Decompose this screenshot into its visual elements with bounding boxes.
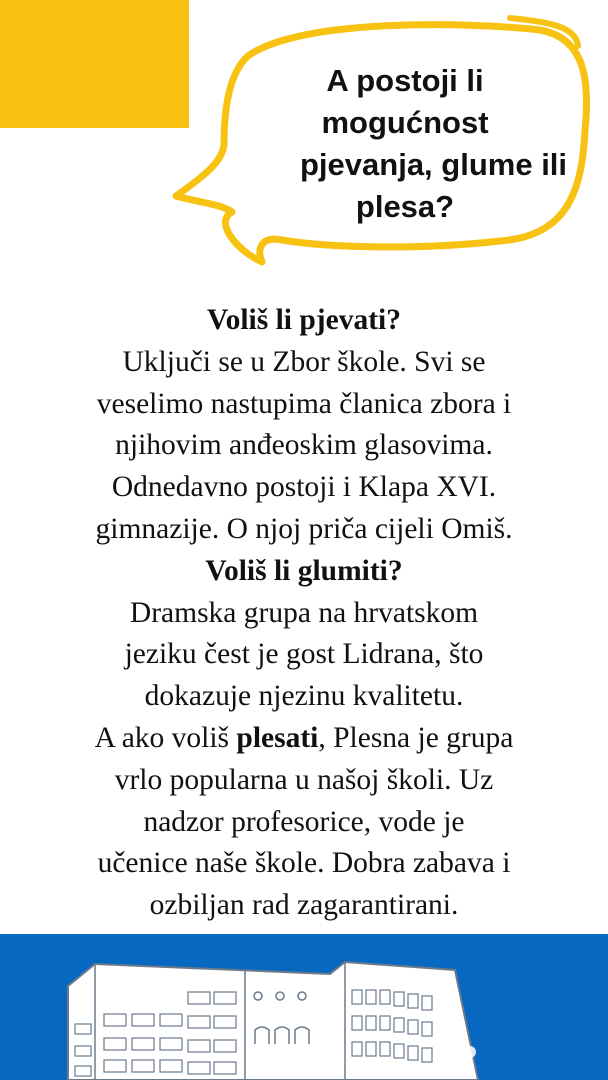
bubble-line: pjevanja, glume ili xyxy=(300,147,568,182)
acting-heading: Voliš li glumiti? xyxy=(205,554,403,587)
text-line: gimnazije. O njoj priča cijeli Omiš. xyxy=(95,512,513,545)
text-line: ozbiljan rad zagarantirani. xyxy=(149,889,459,922)
activities-description xyxy=(10,300,598,927)
text-line: učenice naše škole. Dobra zabava i xyxy=(97,847,511,880)
blue-footer-band xyxy=(0,934,608,1080)
dancing-line: A ako voliš plesati, Plesna je grupa xyxy=(94,721,514,754)
school-building-icon xyxy=(0,934,608,1080)
text-line: vrlo popularna u našoj školi. Uz xyxy=(114,763,494,796)
singing-heading: Voliš li pjevati? xyxy=(207,304,401,336)
text-line: jeziku čest je gost Lidrana, što xyxy=(124,638,484,671)
speech-bubble-text xyxy=(300,60,568,228)
text-line: njihovim anđeoskim glasovima. xyxy=(115,429,493,462)
text-line: dokazuje njezinu kvalitetu. xyxy=(144,680,464,713)
text-line: Dramska grupa na hrvatskom xyxy=(129,596,479,629)
text-line: Odnedavno postoji i Klapa XVI. xyxy=(111,471,497,504)
text-line: veselimo nastupima članica zbora i xyxy=(96,387,512,420)
bubble-line: plesa? xyxy=(355,189,455,224)
bubble-line: mogućnost xyxy=(321,105,489,140)
text-line: Uključi se u Zbor škole. Svi se xyxy=(122,345,486,378)
text-line: nadzor profesorice, vode je xyxy=(143,805,465,838)
bubble-line: A postoji li xyxy=(326,63,484,98)
